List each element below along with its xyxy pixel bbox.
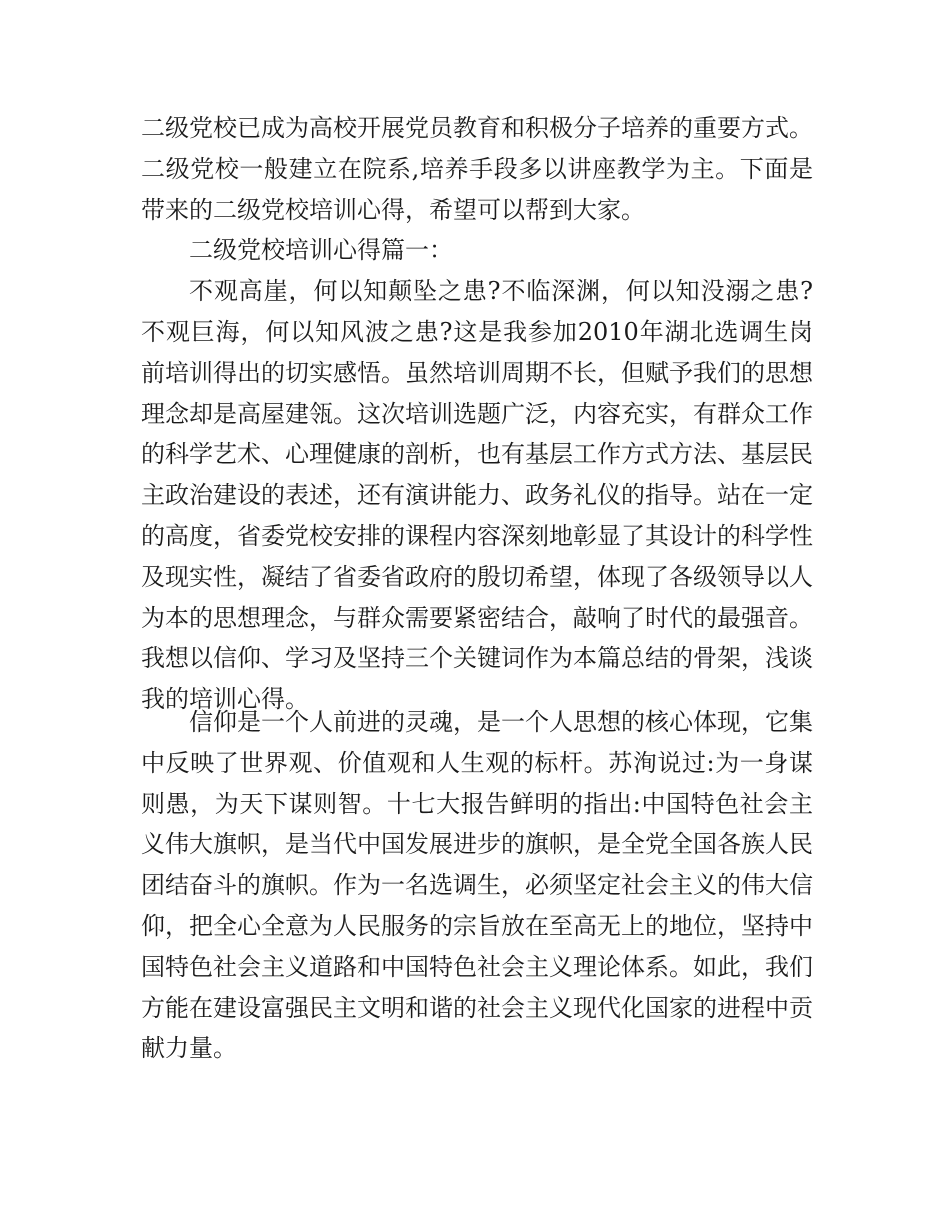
body-paragraph-1: 不观高崖，何以知颠坠之患?不临深渊，何以知没溺之患?不观巨海，何以知风波之患?这是我参加2010年湖北选调生岗前培训得出的切实感悟。虽然培训周期不长，但赋予我们的思想理念却是高屋建瓴。这次培训选题广泛，内容充实，有群众工作的科学艺术、心理健康的剖析，也有基层工作方式方法、基层民主政治建设的表述，还有演讲能力、政务礼仪的指导。站在一定的高度，省委党校安排的课程内容深刻地彰显了其设计的科学性及现实性，凝结了省委省政府的殷切希望，体现了各级领导以人为本的思想理念，与群众需要紧密结合，敲响了时代的最强音。我想以信仰、学习及坚持三个关键词作为本篇总结的骨架，浅谈我的培训心得。 xyxy=(141,277,813,714)
body-paragraph-2: 信仰是一个人前进的灵魂，是一个人思想的核心体现，它集中反映了世界观、价值观和人生观的标杆。苏洵说过:为一身谋则愚，为天下谋则智。十七大报告鲜明的指出:中国特色社会主义伟大旗帜，是当代中国发展进步的旗帜，是全党全国各族人民团结奋斗的旗帜。作为一名选调生，必须坚定社会主义的伟大信仰，把全心全意为人民服务的宗旨放在至高无上的地位，坚持中国特色社会主义道路和中国特色社会主义理论体系。如此，我们方能在建设富强民主文明和谐的社会主义现代化国家的进程中贡献力量。 xyxy=(141,708,813,1063)
document-body-continued xyxy=(141,702,813,1069)
intro-paragraph: 二级党校已成为高校开展党员教育和积极分子培养的重要方式。二级党校一般建立在院系,培养手段多以讲座教学为主。下面是带来的二级党校培训心得，希望可以帮到大家。 xyxy=(141,114,813,224)
section-heading: 二级党校培训心得篇一： xyxy=(189,236,453,265)
document-body xyxy=(141,108,813,720)
